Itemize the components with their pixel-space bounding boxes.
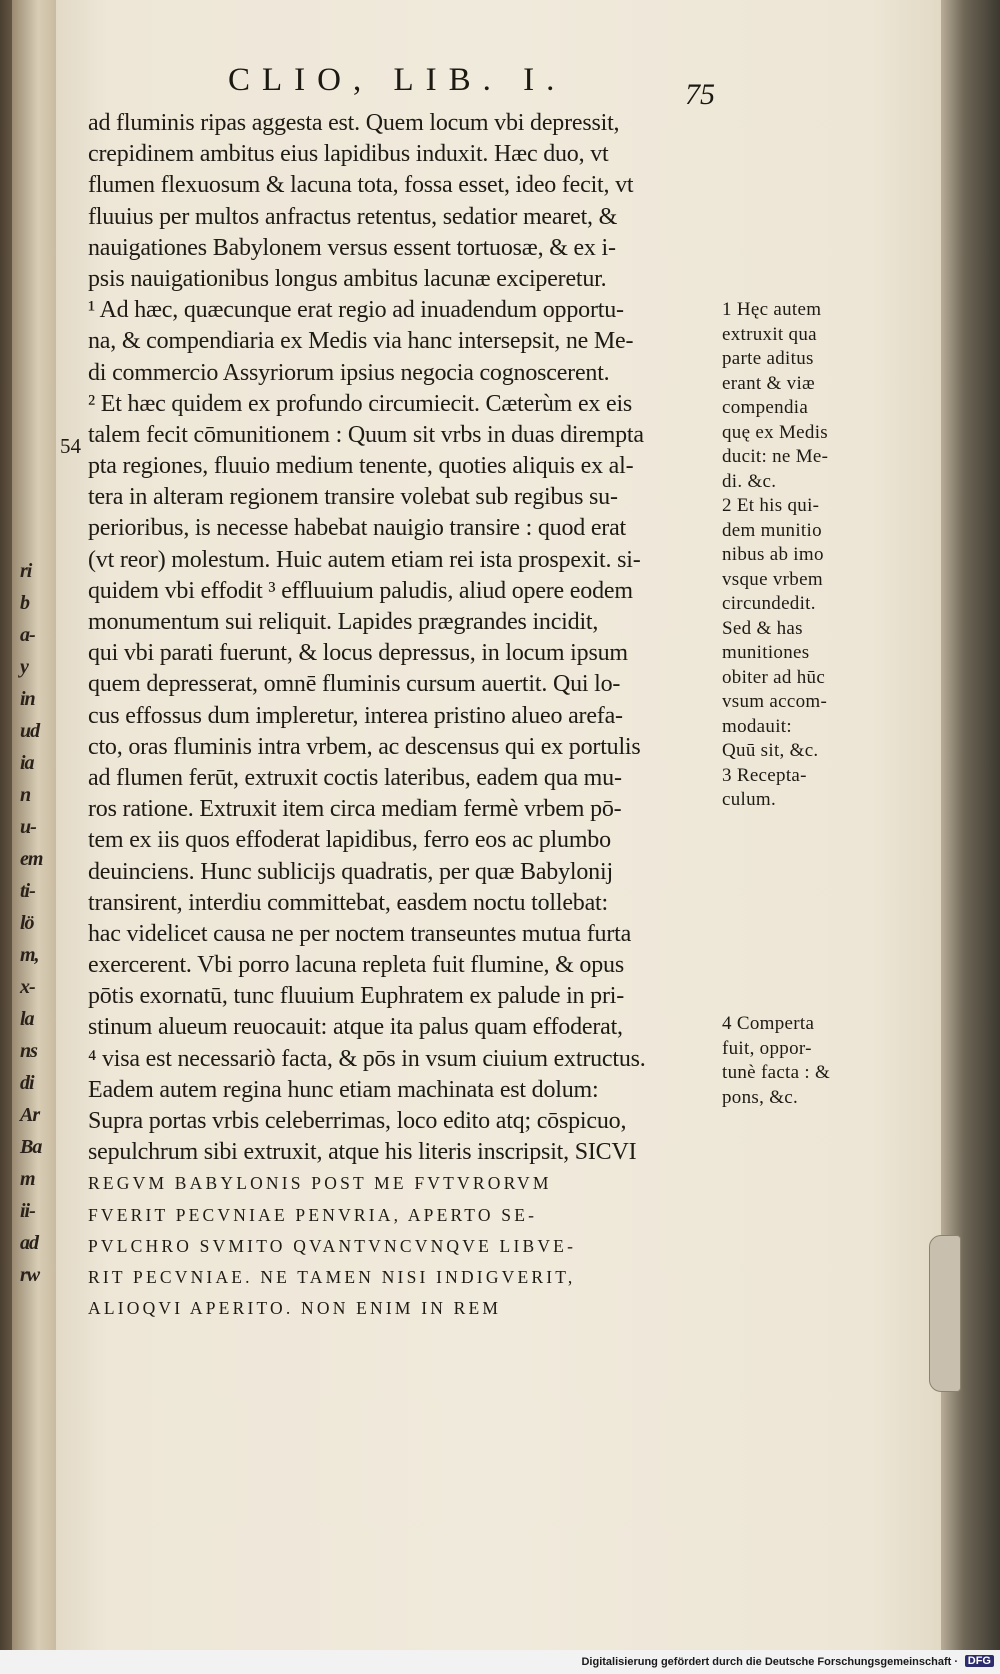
previous-page-fragment: Ar (20, 1104, 40, 1126)
text-line: cus effossus dum impleretur, interea pristino alueo arefa- (88, 702, 623, 729)
text-line: qui vbi parati fuerunt, & locus depressus, in locum ipsum (88, 640, 628, 667)
text-line: Eadem autem regina hunc etiam machinata est dolum: (88, 1076, 599, 1103)
page-stack-edge (941, 0, 1000, 1650)
text-line: tera in alteram regionem transire volebat sub regibus su- (88, 484, 618, 511)
page-clip (929, 1235, 961, 1392)
sidenote-line: vsque vrbem (722, 568, 823, 590)
sidenote-line: fuit, oppor- (722, 1037, 812, 1059)
text-line: nauigationes Babylonem versus essent tortuosæ, & ex i- (88, 234, 616, 261)
previous-page-fragment: in (20, 688, 35, 710)
previous-page-fragment: n (20, 784, 31, 806)
text-line: exercerent. Vbi porro lacuna repleta fuit flumine, & opus (88, 952, 624, 979)
text-line: ALIOQVI APERITO. NON ENIM IN REM (88, 1298, 502, 1319)
previous-page-fragment: u- (20, 816, 36, 838)
sidenote-line: di. &c. (722, 470, 777, 492)
sidenote-line: vsum accom- (722, 691, 828, 712)
previous-page-fragment: y (20, 656, 28, 678)
text-line: stinum alueum reuocauit: atque ita palus quam effoderat, (88, 1014, 623, 1041)
text-line: REGVM BABYLONIS POST ME FVTVRORVM (88, 1173, 552, 1194)
text-line: (vt reor) molestum. Huic autem etiam rei ista prospexit. si- (88, 546, 641, 573)
text-line: FVERIT PECVNIAE PENVRIA, APERTO SE- (88, 1204, 538, 1225)
text-line: ad fluminis ripas aggesta est. Quem locum vbi depressit, (88, 110, 620, 136)
text-line: RIT PECVNIAE. NE TAMEN NISI INDIGVERIT, (88, 1266, 576, 1287)
text-line: na, & compendiaria ex Medis via hanc intersepsit, ne Me- (88, 328, 634, 355)
running-title: CLIO, LIB. I. (228, 62, 567, 98)
text-line: cto, oras fluminis intra vrbem, ac descensus qui ex portulis (88, 733, 641, 760)
sidenote-line: nibus ab imo (722, 544, 824, 565)
text-line: crepidinem ambitus eius lapidibus induxit. Hæc duo, vt (88, 141, 609, 168)
sidenote-line: obiter ad hūc (722, 666, 826, 688)
sidenote-line: parte aditus (722, 348, 814, 369)
text-line: perioribus, is necesse habebat nauigio transire : quod erat (88, 515, 627, 542)
sidenote-line: extruxit qua (722, 323, 817, 345)
text-line: ¹ Ad hæc, quæcunque erat regio ad inuadendum opportu- (88, 297, 624, 324)
text-line: talem fecit cōmunitionem : Quum sit vrbs in duas dirempta (88, 421, 644, 448)
sidenote-line: 4 Comperta (722, 1013, 815, 1034)
text-line: pta regiones, fluuio medium tenente, quoties aliquis ex al- (88, 453, 634, 480)
sidenote-1 (722, 298, 828, 813)
previous-page-fragment: ii- (20, 1200, 35, 1222)
text-line: deuinciens. Hunc sublicijs quadratis, per quæ Babylonij (88, 858, 613, 885)
sidenote-line: 2 Et his qui- (722, 495, 820, 516)
sidenote-line: munitiones (722, 642, 810, 663)
sidenote-line: erant & viæ (722, 372, 816, 394)
page-number: 75 (685, 78, 715, 111)
text-line: Supra portas vrbis celeberrimas, loco edito atq; cōspicuo, (88, 1108, 627, 1134)
sidenote-line: circundedit. (722, 593, 816, 614)
previous-page-fragment: Ba (20, 1136, 42, 1158)
sidenote-line: 1 Hęc autem (722, 299, 822, 320)
sidenote-line: ducit: ne Me- (722, 446, 829, 467)
previous-page-edge (12, 0, 58, 1650)
previous-page-fragment: ia (20, 752, 34, 774)
sidenote-line: tunè facta : & (722, 1062, 831, 1083)
dfg-logo: DFG (965, 1655, 994, 1667)
previous-page-fragment: ns (20, 1040, 37, 1062)
previous-page-fragment: ti- (20, 880, 35, 902)
sidenote-line: pons, &c. (722, 1086, 799, 1108)
text-line: ² Et hæc quidem ex profundo circumiecit. Cæterùm ex eis (88, 390, 633, 417)
text-line: ad flumen ferūt, extruxit coctis lateribus, eadem qua mu- (88, 764, 622, 791)
sidenote-line: dem munitio (722, 519, 822, 541)
text-line: hac videlicet causa ne per noctem transeuntes mutua furta (88, 920, 632, 947)
text-line: ros ratione. Extruxit item circa mediam fermè vrbem pō- (88, 796, 622, 823)
text-line: transirent, interdiu committebat, easdem noctu tollebat: (88, 889, 608, 916)
text-line: psis nauigationibus longus ambitus lacunæ exciperetur. (88, 265, 607, 292)
margin-number: 54 (60, 434, 81, 458)
text-line: quidem vbi effodit ³ effluuium paludis, aliud opere eodem (88, 577, 633, 604)
previous-page-fragment: m (20, 1168, 35, 1190)
previous-page-fragment: la (20, 1008, 34, 1030)
previous-page-fragment: di (20, 1072, 34, 1094)
body-text (88, 108, 686, 1324)
text-line: monumentum sui reliquit. Lapides prægrandes incidit, (88, 609, 599, 635)
previous-page-fragment: b (20, 592, 29, 614)
sidenote-line: Quū sit, &c. (722, 740, 819, 761)
previous-page-fragment: m, (20, 944, 39, 966)
sidenote-line: Sed & has (722, 617, 803, 639)
sidenote-line: compendia (722, 397, 809, 418)
text-line: fluuius per multos anfractus retentus, sedatior mearet, & (88, 203, 618, 230)
text-line: flumen flexuosum & lacuna tota, fossa esset, ideo fecit, vt (88, 172, 634, 199)
text-line: pōtis exornatū, tunc fluuium Euphratem ex palude in pri- (88, 983, 624, 1010)
previous-page-fragment: ad (20, 1232, 38, 1254)
sidenote-4 (722, 1012, 830, 1110)
sidenote-line: 3 Recepta- (722, 764, 807, 786)
previous-page-fragment: lö (20, 912, 34, 934)
previous-page-fragment: x- (20, 976, 35, 998)
text-line: quem depresserat, omnē fluminis cursum auertit. Qui lo- (88, 671, 621, 698)
sidenote-line: culum. (722, 789, 777, 810)
text-line: sepulchrum sibi extruxit, atque his literis inscripsit, SICVI (88, 1139, 637, 1166)
text-line: di commercio Assyriorum ipsius negocia cognoscerent. (88, 359, 610, 386)
sidenote-line: quę ex Medis (722, 421, 828, 443)
sidenote-line: modauit: (722, 715, 792, 737)
text-line: PVLCHRO SVMITO QVANTVNCVNQVE LIBVE- (88, 1235, 577, 1256)
previous-page-fragment: rw (20, 1264, 40, 1286)
previous-page-fragment: ri (20, 560, 32, 582)
previous-page-fragment: a- (20, 624, 35, 646)
text-line: tem ex iis quos effoderat lapidibus, ferro eos ac plumbo (88, 827, 611, 854)
footer-credit: Digitalisierung gefördert durch die Deutsche Forschungsgemeinschaft · (581, 1656, 958, 1668)
previous-page-fragment: em (20, 848, 43, 870)
previous-page-fragment: ud (20, 720, 40, 742)
text-line: ⁴ visa est necessariò facta, & pōs in vsum ciuium extructus. (88, 1045, 646, 1072)
